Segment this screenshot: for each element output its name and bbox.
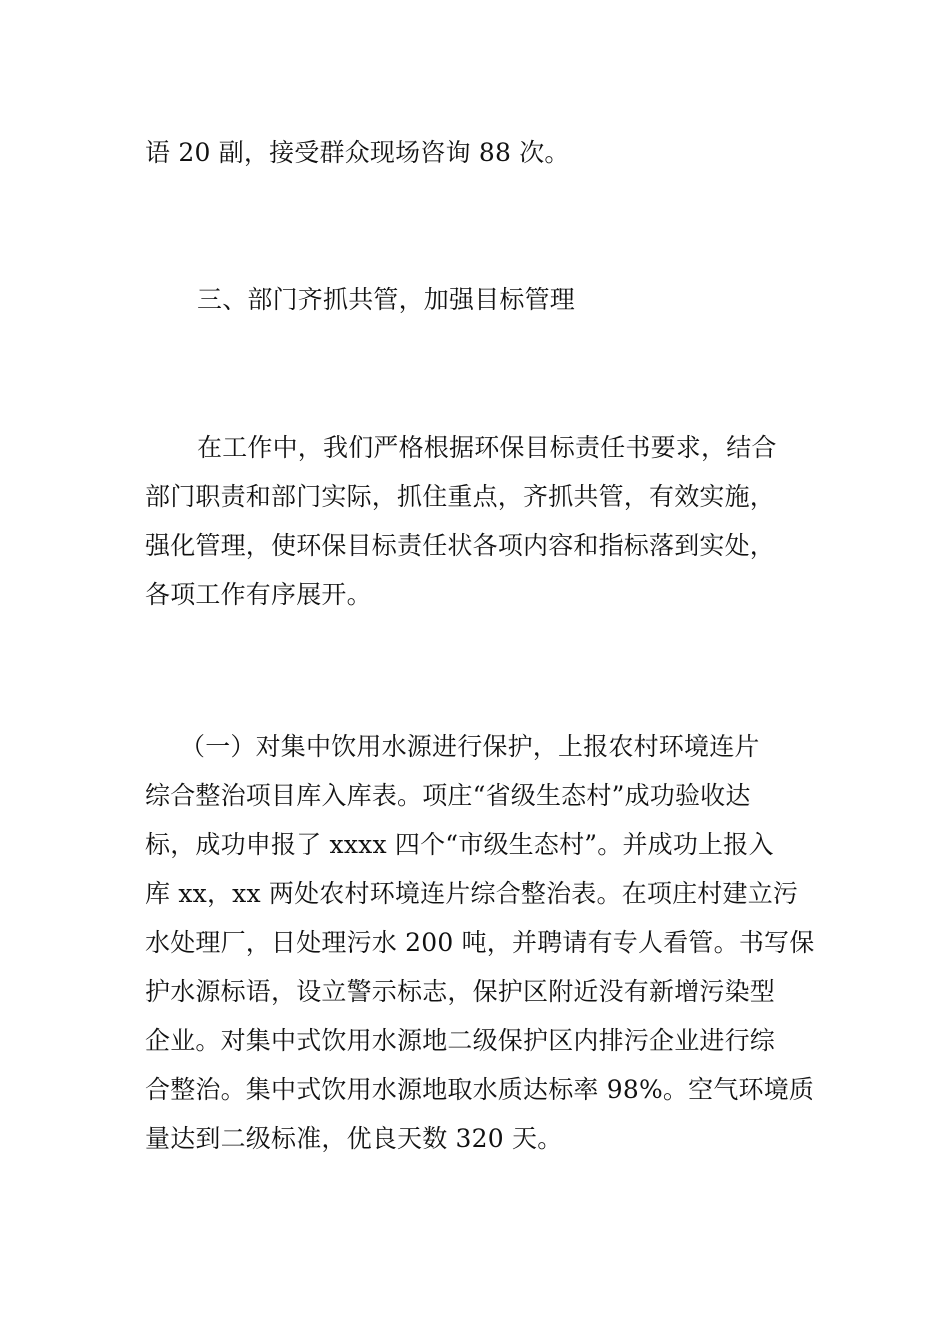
paragraph-line: 标，成功申报了 xxxx 四个“市级生态村”。并成功上报入 [145,830,774,859]
paragraph-line: 合整治。集中式饮用水源地取水质达标率 98%。空气环境质 [145,1075,815,1104]
paragraph-line: 量达到二级标准，优良天数 320 天。 [145,1124,563,1153]
paragraph-line: 综合整治项目库入库表。项庄“省级生态村”成功验收达 [145,781,751,810]
paragraph-line: 强化管理，使环保目标责任状各项内容和指标落到实处， [145,531,776,560]
paragraph-continuation-line: 语 20 副，接受群众现场咨询 88 次。 [145,138,570,167]
section-heading: 三、部门齐抓共管，加强目标管理 [197,285,576,314]
paragraph-line: 护水源标语，设立警示标志，保护区附近没有新增污染型 [145,977,776,1006]
paragraph-line: 各项工作有序展开。 [145,580,372,609]
paragraph-line: 在工作中，我们严格根据环保目标责任书要求，结合 [197,433,777,462]
paragraph-line: 部门职责和部门实际，抓住重点，齐抓共管，有效实施， [145,482,776,511]
paragraph-line: 企业。对集中式饮用水源地二级保护区内排污企业进行综 [145,1026,776,1055]
paragraph-line: （一）对集中饮用水源进行保护，上报农村环境连片 [180,732,760,761]
paragraph-line: 水处理厂，日处理污水 200 吨，并聘请有专人看管。书写保 [145,928,815,957]
paragraph-line: 库 xx，xx 两处农村环境连片综合整治表。在项庄村建立污 [145,879,799,908]
